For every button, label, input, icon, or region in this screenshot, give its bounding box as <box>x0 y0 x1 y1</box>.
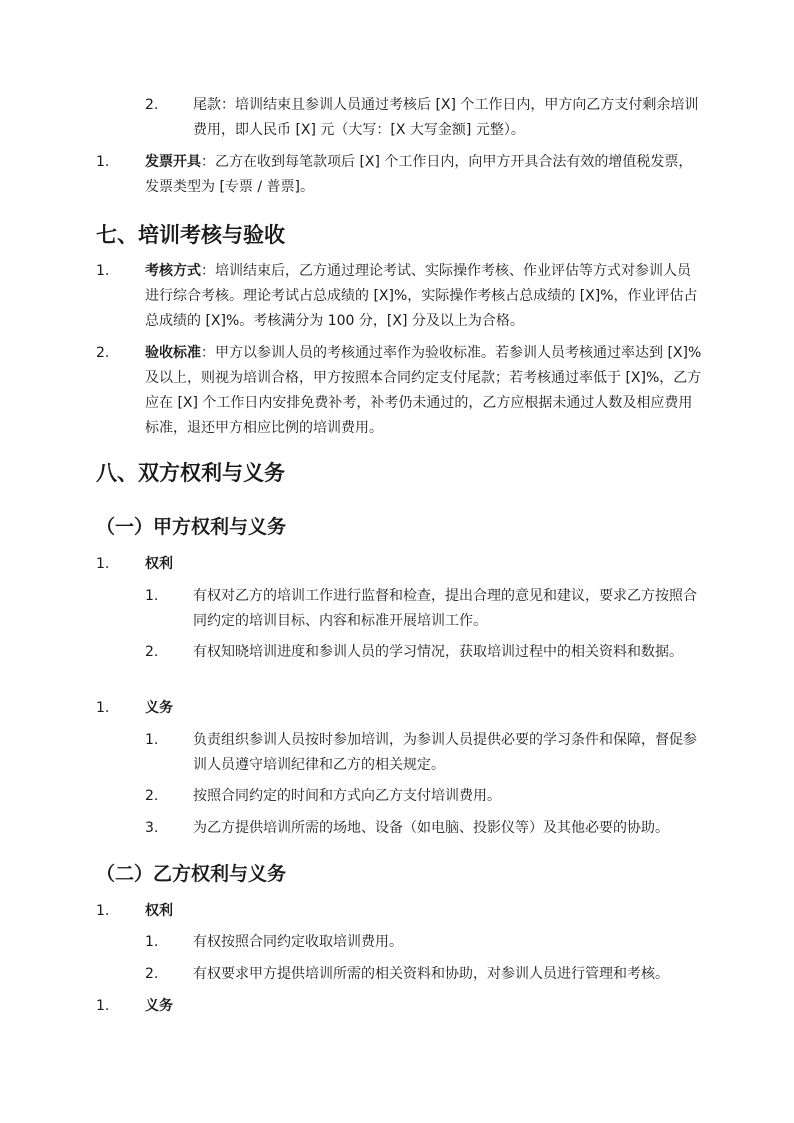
list-number: 1. <box>145 934 159 950</box>
invoice-paragraph <box>145 150 702 200</box>
paragraph-text: ：甲方以参训人员的考核通过率作为验收标准。若参训人员考核通过率达到 [X]% 及以上，则视为培训合格，甲方按照本合同约定支付尾款；若考核通过率低于 [X]%，乙方应在 [X] 个工作日内安排免费补考，补考仍未通过的，乙方应根据未通过人数及相应费用标准，退还甲方相应比例的培训费用。 <box>145 345 702 436</box>
list-number: 1. <box>96 263 110 279</box>
paragraph-text: ：培训结束且参训人员通过考核后 [X] 个工作日内，甲方向乙方支付剩余培训费用，即人民币 [X] 元（大写：[X 大写金额] 元整）。 <box>193 97 699 138</box>
party-a-right-item: 有权对乙方的培训工作进行监督和检查，提出合理的意见和建议，要求乙方按照合同约定的培训目标、内容和标准开展培训工作。 <box>193 588 697 629</box>
section-heading-eight: 八、双方权利与义务 <box>96 461 285 485</box>
party-a-duty-item: 为乙方提供培训所需的场地、设备（如电脑、投影仪等）及其他必要的协助。 <box>193 820 669 836</box>
list-number: 1. <box>96 556 110 572</box>
paragraph-text: ：培训结束后，乙方通过理论考试、实际操作考核、作业评估等方式对参训人员进行综合考核。理论考试占总成绩的 [X]%，实际操作考核占总成绩的 [X]%，作业评估占总成绩的 [X]%。考核满分为 100 分，[X] 分及以上为合格。 <box>145 263 698 329</box>
list-number: 2. <box>145 644 159 660</box>
list-number: 1. <box>145 588 159 604</box>
acceptance-paragraph <box>145 341 702 441</box>
party-a-duty-item: 负责组织参训人员按时参加培训，为参训人员提供必要的学习条件和保障，督促参训人员遵守培训纪律和乙方的相关规定。 <box>193 732 697 773</box>
paragraph-label: 尾款 <box>193 97 221 113</box>
paragraph-label: 考核方式 <box>145 263 201 279</box>
list-number: 3. <box>145 820 159 836</box>
list-number: 2. <box>145 97 159 113</box>
list-number: 1. <box>96 700 110 716</box>
payment-tail-paragraph <box>193 93 702 143</box>
list-number: 2. <box>96 345 110 361</box>
subsection-heading-party-b: （二）乙方权利与义务 <box>96 863 287 885</box>
list-number: 2. <box>145 788 159 804</box>
list-number: 1. <box>145 732 159 748</box>
subsection-heading-party-a: （一）甲方权利与义务 <box>96 516 287 538</box>
party-b-duties-label: 义务 <box>145 998 173 1014</box>
party-a-rights-label: 权利 <box>145 556 173 572</box>
party-b-right-item: 有权按照合同约定收取培训费用。 <box>193 934 403 950</box>
list-number: 1. <box>96 903 110 919</box>
party-b-right-item: 有权要求甲方提供培训所需的相关资料和协助，对参训人员进行管理和考核。 <box>193 966 669 982</box>
paragraph-text: ：乙方在收到每笔款项后 [X] 个工作日内，向甲方开具合法有效的增值税发票，发票类型为 [专票 / 普票]。 <box>145 154 693 195</box>
list-number: 1. <box>96 998 110 1014</box>
assessment-paragraph <box>145 259 702 334</box>
party-a-duties-label: 义务 <box>145 700 173 716</box>
section-heading-seven: 七、培训考核与验收 <box>96 223 285 247</box>
paragraph-label: 验收标准 <box>145 345 201 361</box>
list-number: 1. <box>96 154 110 170</box>
paragraph-label: 发票开具 <box>145 154 201 170</box>
party-a-duty-item: 按照合同约定的时间和方式向乙方支付培训费用。 <box>193 788 501 804</box>
party-b-rights-label: 权利 <box>145 903 173 919</box>
list-number: 2. <box>145 966 159 982</box>
party-a-right-item: 有权知晓培训进度和参训人员的学习情况，获取培训过程中的相关资料和数据。 <box>193 644 683 660</box>
